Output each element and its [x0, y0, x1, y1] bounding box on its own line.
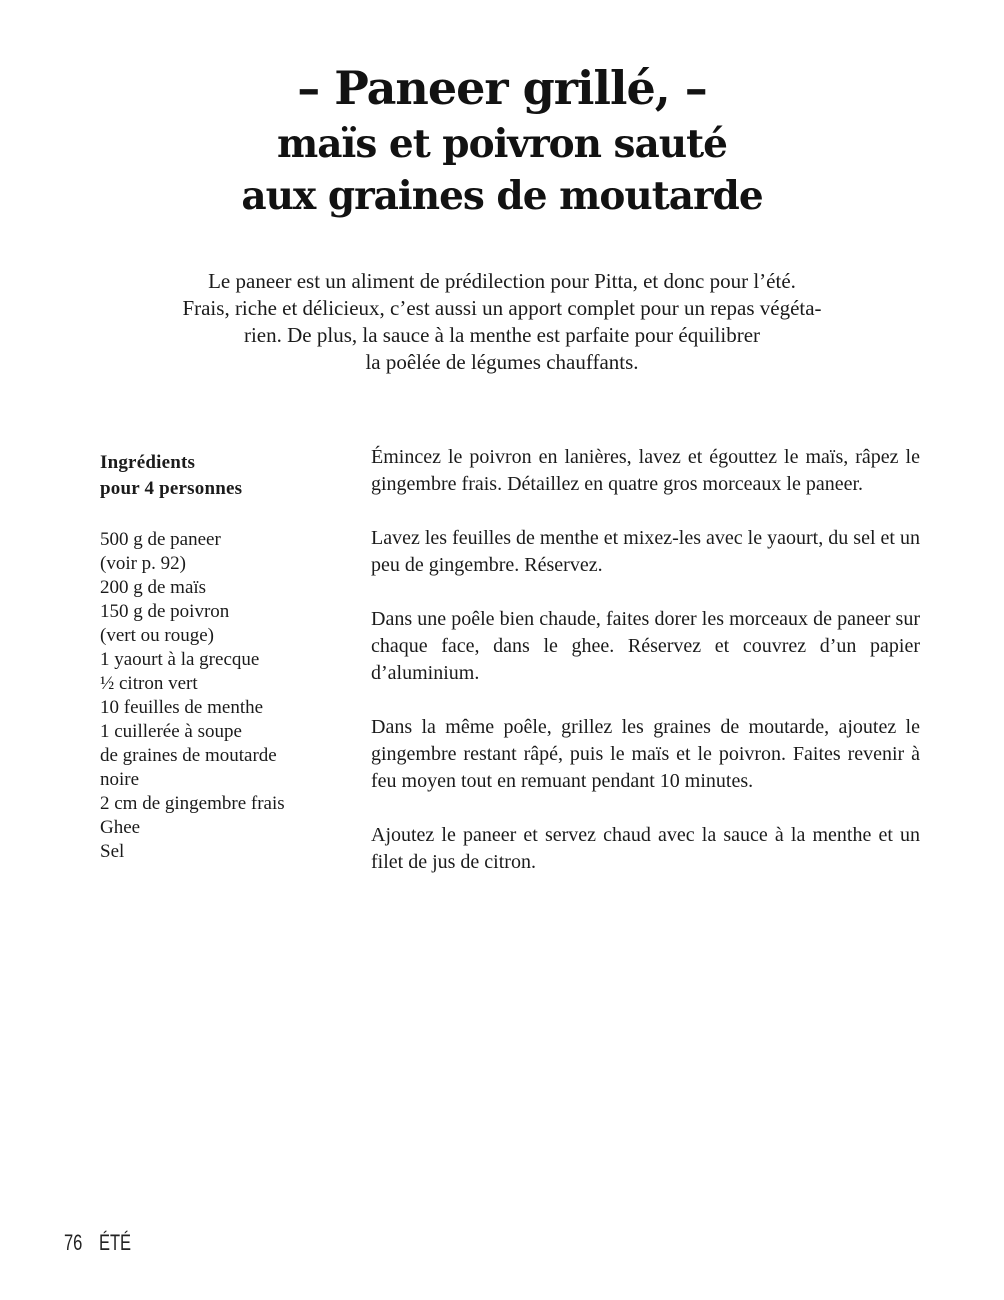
ingredients-heading: [100, 450, 350, 502]
ingredient-item: 1 cuillerée à soupe: [100, 721, 242, 742]
ingredient-item: 10 feuilles de menthe: [100, 697, 264, 718]
ingredient-item: (vert ou rouge): [100, 625, 214, 646]
intro-line: rien. De plus, la sauce à la menthe est parfaite pour équilibrer: [243, 323, 761, 347]
instruction-paragraph: Dans une poêle bien chaude, faites dorer les morceaux de paneer sur chaque face, dans le ghee. Réservez et couvrez d’un papier d’aluminium.: [371, 608, 920, 684]
recipe-title-line-3: aux graines de moutarde: [241, 173, 763, 219]
intro-paragraph: [0, 268, 1004, 376]
ingredient-item: Ghee: [100, 817, 141, 838]
page-number: 76: [64, 1230, 83, 1255]
instructions-column: [371, 444, 920, 903]
ingredients-heading-line-1: Ingrédients: [100, 452, 196, 473]
ingredient-item: noire: [100, 769, 140, 790]
ingredient-item: 2 cm de gingembre frais: [100, 793, 285, 814]
ingredients-heading-line-2: pour 4 personnes: [100, 478, 243, 499]
ingredient-item: Sel: [100, 841, 125, 862]
intro-line: la poêlée de légumes chauffants.: [365, 350, 639, 374]
ingredient-item: 200 g de maïs: [100, 577, 207, 598]
ingredient-item: (voir p. 92): [100, 553, 187, 574]
ingredient-item: ½ citron vert: [100, 673, 198, 694]
instruction-paragraph: Émincez le poivron en lanières, lavez et égouttez le maïs, râpez le gingembre frais. Détaillez en quatre gros morceaux le paneer.: [371, 446, 920, 495]
recipe-title-line-1: – Paneer grillé, –: [297, 61, 707, 115]
recipe-title-line-2: maïs et poivron sauté: [277, 121, 727, 167]
ingredient-item: de graines de moutarde: [100, 745, 277, 766]
instruction-paragraph: Ajoutez le paneer et servez chaud avec la sauce à la menthe et un filet de jus de citron.: [371, 824, 920, 873]
ingredients-column: [100, 450, 350, 864]
section-label: ÉTÉ: [98, 1230, 132, 1255]
intro-line: Frais, riche et délicieux, c’est aussi un apport complet pour un repas végéta-: [182, 296, 822, 320]
ingredient-item: 500 g de paneer: [100, 529, 221, 550]
instruction-paragraph: Lavez les feuilles de menthe et mixez-les avec le yaourt, du sel et un peu de gingembre. Réservez.: [371, 527, 920, 576]
ingredient-item: 150 g de poivron: [100, 601, 230, 622]
page-footer: [64, 1230, 131, 1256]
instruction-paragraph: Dans la même poêle, grillez les graines de moutarde, ajoutez le gingembre restant râpé, puis le maïs et le poivron. Faites revenir à feu moyen tout en remuant pendant 10 minutes.: [371, 716, 920, 792]
ingredient-item: 1 yaourt à la grecque: [100, 649, 260, 670]
ingredients-list: [100, 528, 350, 864]
recipe-title: [0, 58, 1004, 222]
intro-line: Le paneer est un aliment de prédilection pour Pitta, et donc pour l’été.: [208, 269, 796, 293]
